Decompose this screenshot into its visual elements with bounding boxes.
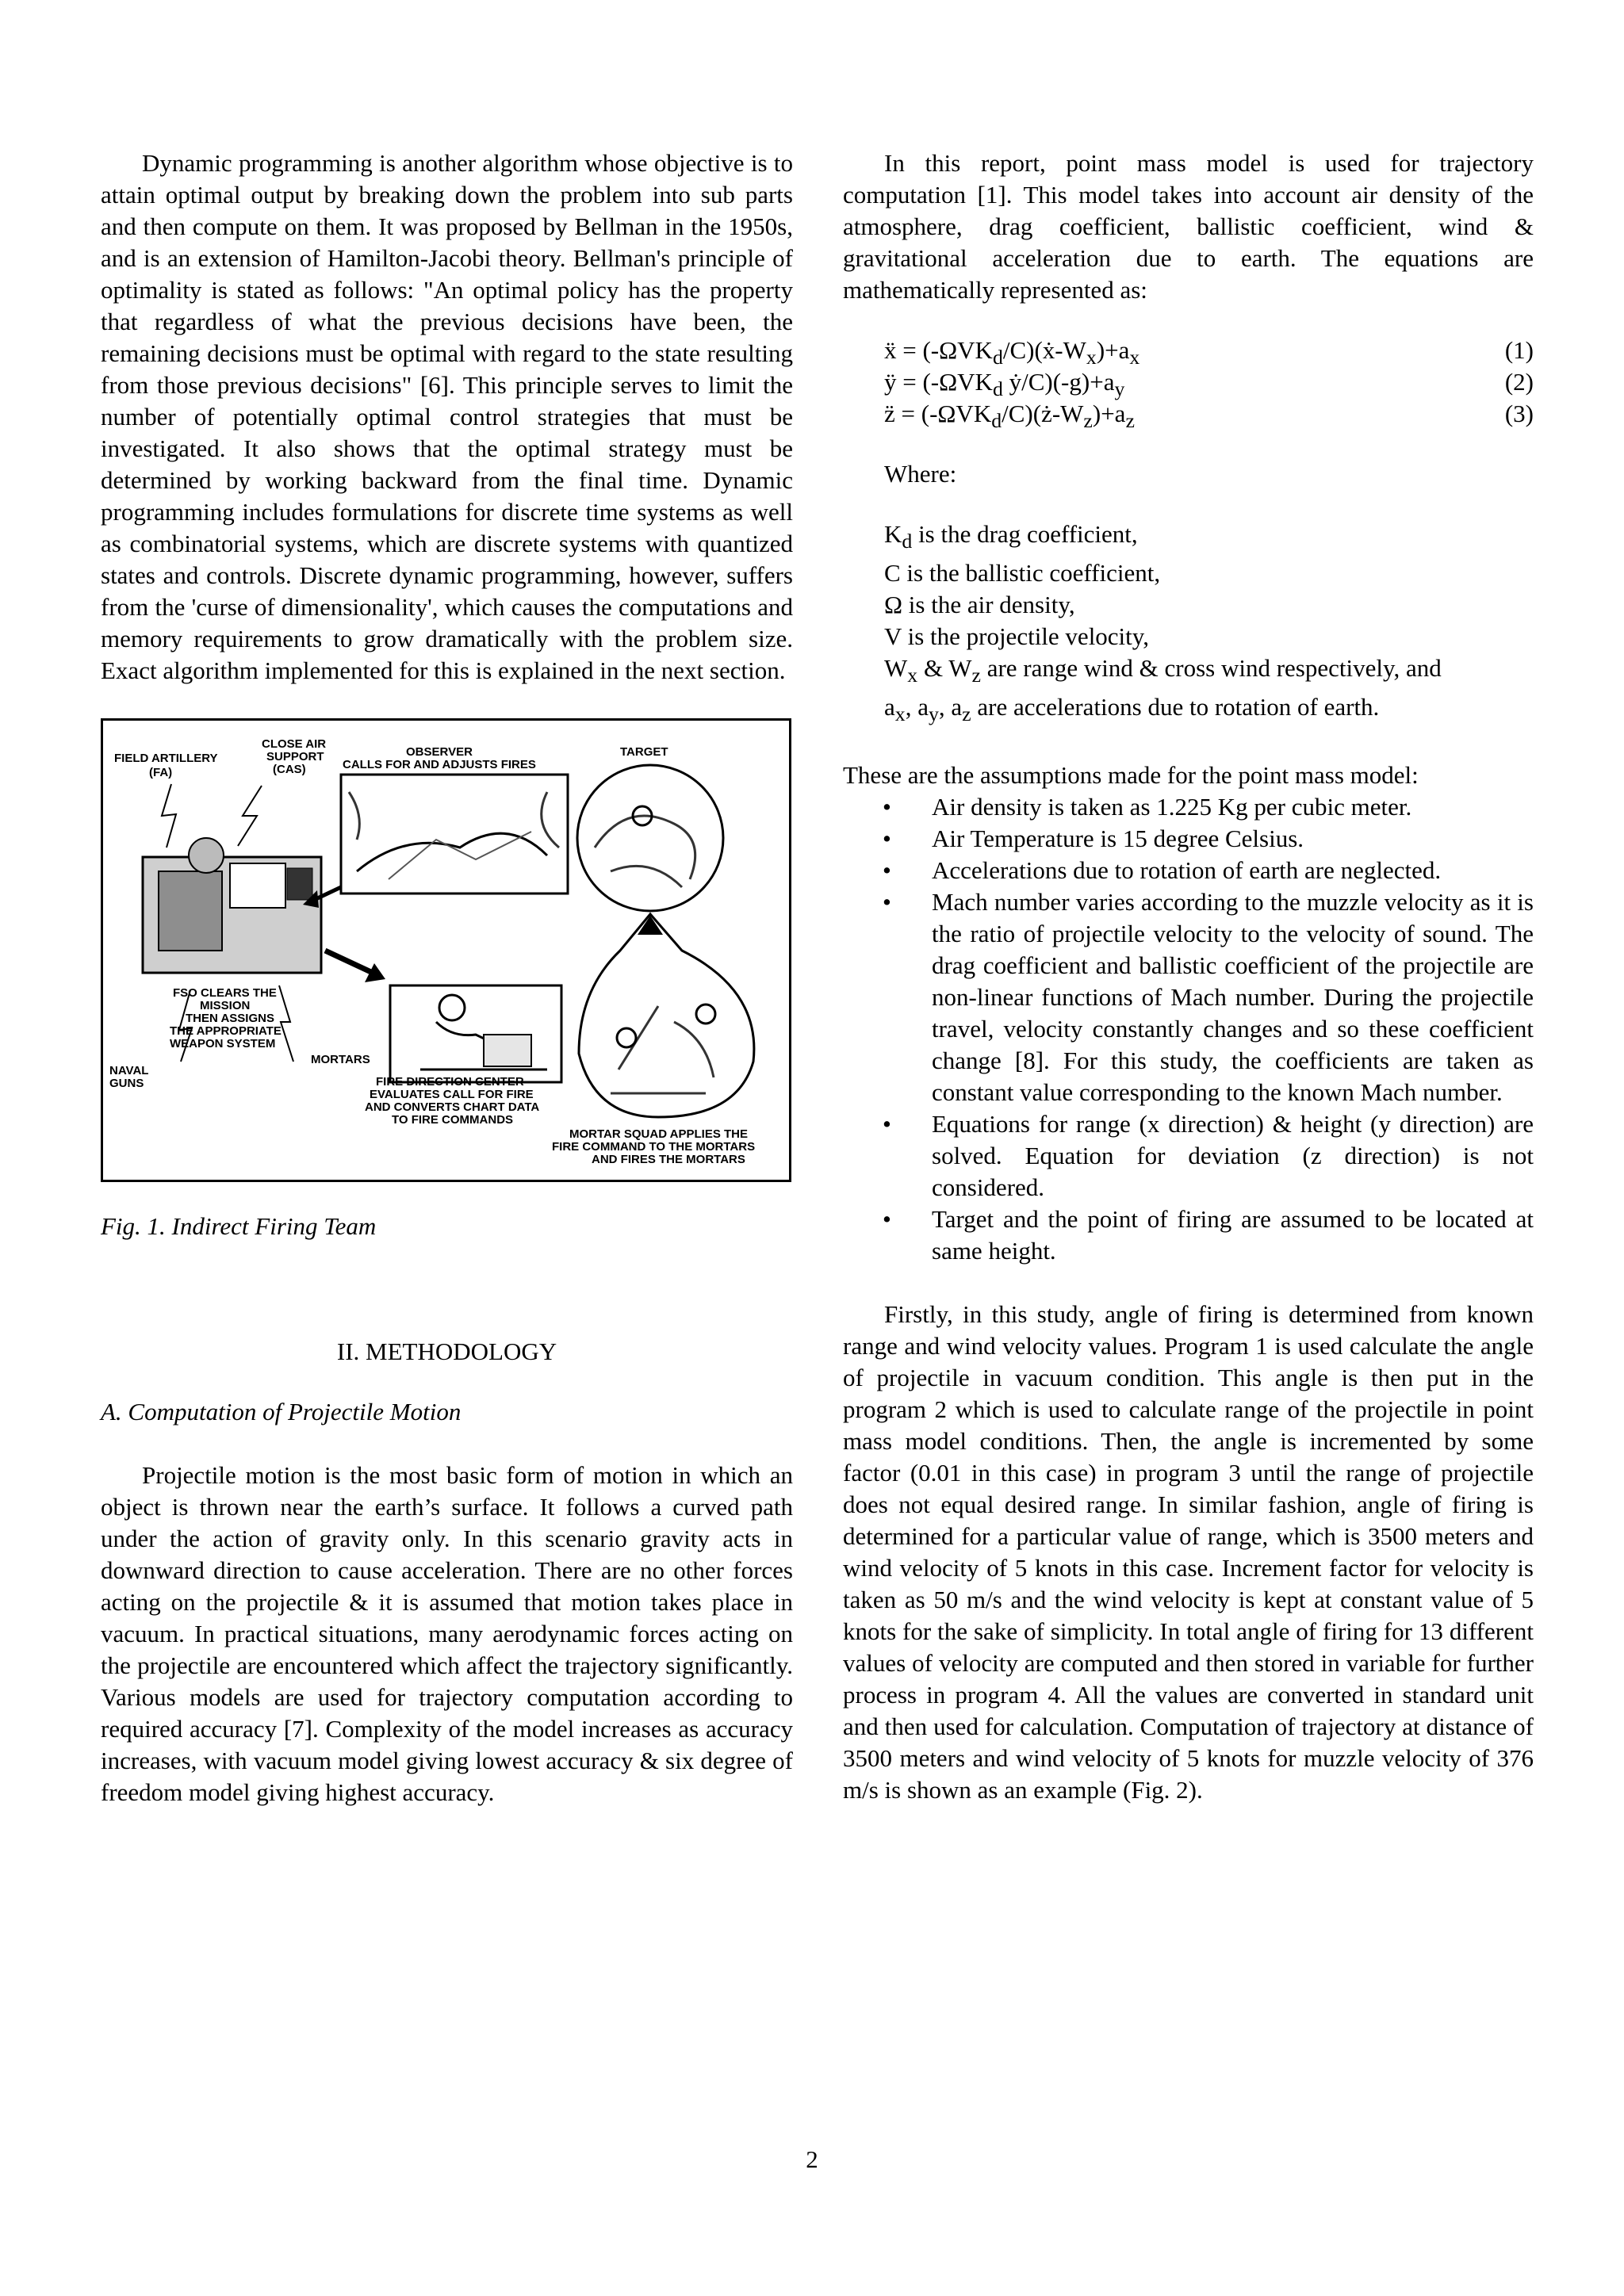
indirect-firing-team-illustration (103, 721, 789, 1180)
label-mortars: MORTARS (311, 1053, 370, 1066)
label-fso-5: WEAPON SYSTEM (170, 1037, 276, 1050)
where-label: Where: (884, 460, 957, 488)
page-number: 2 (806, 2145, 818, 2173)
label-observer: OBSERVER (406, 745, 473, 759)
def-kd: $K_d$ is the drag coefficient, (884, 520, 1138, 553)
label-fso-4: THE APPROPRIATE (170, 1024, 282, 1038)
label-fdc-1: FIRE DIRECTION CENTER (376, 1075, 524, 1089)
equation-block (843, 335, 1534, 433)
def-v: V is the projectile velocity, (884, 622, 1150, 651)
equation-3-number: (3) (1504, 400, 1534, 427)
dynamic-programming-paragraph: Dynamic programming is another algorithm whose objective is to attain optimal output by breaking down the problem into sub parts and then compute on them. It was proposed by Bellman in the 1950s, and is an extension of Hamilton-Jacobi theory. Bellman's principle of optimality is stated as follows: "An optimal policy has the property that regardless of what the previous decisions have been, the remaining decisions must be optimal with regard to the state resulting from those previous decisions" [6]. This principle serves to limit the number of potentially optimal control strategies that must be investigated. It also shows that the optimal strategy must be determined by working backward from the final time. Dynamic programming includes formulations for discrete time systems as well as combinatorial systems, which are discrete systems with quantized states and controls. Discrete dynamic programming, however, suffers from the 'curse of dimensionality', which causes the computations and memory requirements to grow dramatically with the problem size. Exact algorithm implemented for this is explained in the next section. (101, 149, 793, 684)
point-mass-intro-paragraph: In this report, point mass model is used for trajectory computation [1]. This model takes into account air density of the atmosphere, drag coefficient, ballistic coefficient, wind & gravitational acceleration due to earth. The equations are mathematically represented as: (843, 149, 1534, 304)
equation-2-number: (2) (1504, 368, 1534, 396)
label-field-artillery: FIELD ARTILLERY (114, 752, 218, 765)
method-paragraph: Firstly, in this study, angle of firing is determined from known range and wind velocity values. Program 1 is used calculate the angle of projectile in vacuum condition. This angle is then put in the program 2 which is used to calculate range of the projectile in point mass model conditions. Then, the angle is incremented by some factor (0.01 in this case) in program 3 until the range of projectile does not equal desired range. In similar fashion, angle of firing is determined for a particular value of range, which is 3500 meters and wind velocity of 5 knots in this case. Increment factor for velocity is taken as 50 m/s and the wind velocity is kept at constant value of 5 knots for the sake of simplicity. In total angle of firing for 13 different values of velocity are computed and then stored in variable for further process in program 4. All the values are converted in standard unit and then used for calculation. Computation of trajectory at distance of 3500 meters and wind velocity of 5 knots for muzzle velocity of 376 m/s is shown as an example (Fig. 2). (843, 1299, 1534, 1804)
label-fa: (FA) (149, 766, 173, 779)
projectile-motion-paragraph: Projectile motion is the most basic form of motion in which an object is thrown near the earth’s surface. It follows a curved path under the action of gravity only. In this scenario gravity acts in downward direction to cause acceleration. There are no other forces acting on the projectile & it is assumed that motion takes place in vacuum. In practical situations, many aerodynamic forces acting on the projectile are encountered which affect the trajectory significantly. Various models are used for trajectory computation according to required accuracy [7]. Complexity of the model increases as accuracy increases, with vacuum model giving lowest accuracy & six degree of freedom model giving highest accuracy. (101, 1461, 793, 1806)
label-close-air: CLOSE AIR (262, 737, 327, 751)
label-fdc-3: AND CONVERTS CHART DATA (365, 1100, 540, 1114)
figure-caption: Fig. 1. Indirect Firing Team (101, 1212, 377, 1240)
equation-2 (884, 366, 1534, 401)
label-fso-1: FSO CLEARS THE (173, 986, 277, 1000)
def-omega: Ω is the air density, (884, 591, 1075, 619)
label-mortar-squad-3: AND FIRES THE MORTARS (592, 1153, 745, 1166)
label-cas: (CAS) (273, 763, 306, 776)
label-fso-3: THEN ASSIGNS (186, 1012, 274, 1025)
list-item: • Accelerations due to rotation of earth are neglected. (843, 855, 1534, 886)
label-fso-2: MISSION (200, 999, 251, 1012)
assumptions-intro: These are the assumptions made for the point mass model: (843, 760, 1419, 789)
equation-3 (884, 398, 1534, 433)
list-item: • Air Temperature is 15 degree Celsius. (843, 823, 1534, 855)
equation-1-expression: ẍ = $(-\Omega VK_d/C)(ẋ-W_x)+a_x$ (884, 336, 1140, 369)
equation-1 (884, 335, 1534, 369)
right-column (843, 147, 1534, 1806)
def-wind: $W_x$ & $W_z$ are range wind & cross wind respectively, and (884, 654, 1442, 687)
equation-2-expression: ÿ = ($-\Omega VK_d$ $ẏ/C)(-g)+a_y$ (884, 368, 1125, 401)
label-support: SUPPORT (266, 750, 324, 763)
label-observer-sub: CALLS FOR AND ADJUSTS FIRES (343, 758, 536, 771)
list-item: • Air density is taken as 1.225 Kg per cubic meter. (843, 791, 1534, 823)
list-item: • Equations for range (x direction) & height (y direction) are solved. Equation for deviation (z direction) is not considered. (843, 1108, 1534, 1203)
label-guns: GUNS (109, 1077, 144, 1090)
label-naval: NAVAL (109, 1064, 149, 1077)
variable-definitions (843, 519, 1534, 731)
label-mortar-squad-2: FIRE COMMAND TO THE MORTARS (552, 1140, 756, 1154)
left-column (101, 147, 793, 1808)
def-accel: $a_x$, $a_y$, $a_z$ are accelerations due to rotation of earth. (884, 693, 1380, 726)
def-c: C is the ballistic coefficient, (884, 559, 1161, 587)
label-fdc-2: EVALUATES CALL FOR FIRE (370, 1088, 534, 1101)
equation-1-number: (1) (1504, 336, 1534, 364)
label-target: TARGET (620, 745, 668, 759)
section-heading: II. METHODOLOGY (336, 1337, 557, 1365)
list-item: • Target and the point of firing are assumed to be located at same height. (843, 1203, 1534, 1267)
subsection-heading: A. Computation of Projectile Motion (101, 1398, 462, 1425)
figure-indirect-firing-team (101, 718, 791, 1182)
assumptions-list (843, 791, 1534, 1267)
label-mortar-squad-1: MORTAR SQUAD APPLIES THE (569, 1127, 749, 1141)
equation-3-expression: z̈ = $(-\Omega VK_d/C)(ż-W_z)+a_z$ (884, 400, 1135, 433)
label-fdc-4: TO FIRE COMMANDS (392, 1113, 514, 1127)
list-item: • Mach number varies according to the muzzle velocity as it is the ratio of projectile velocity to the velocity of sound. The drag coefficient and ballistic coefficient of the projectile are non-linear functions of Mach number. During the projectile travel, velocity constantly changes and so these coefficient change [8]. For this study, the coefficients are taken as constant value corresponding to the known Mach number. (843, 886, 1534, 1108)
